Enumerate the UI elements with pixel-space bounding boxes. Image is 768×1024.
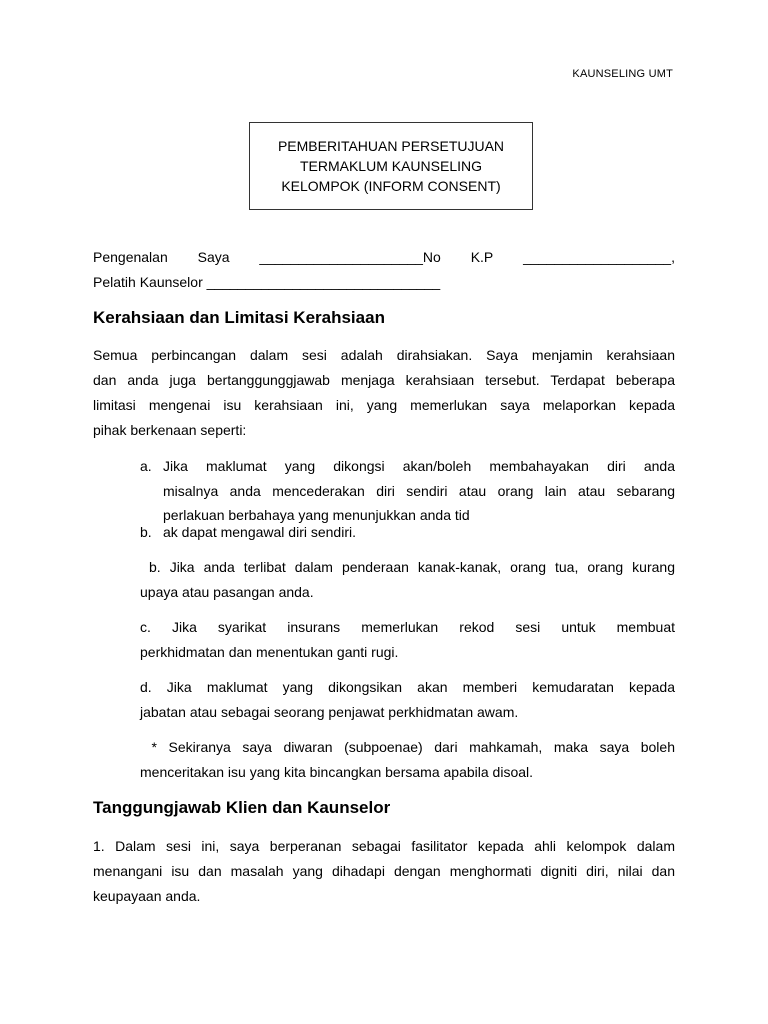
section-heading: Tanggungjawab Klien dan Kaunselor (93, 798, 391, 817)
list-item-line: Jika maklumat yang dikongsi akan/boleh membahayakan diri anda (163, 458, 675, 474)
paragraph-line: pihak berkenaan seperti: (93, 422, 247, 438)
intro-word: Pengenalan (93, 249, 168, 265)
title-line-2: TERMAKLUM KAUNSELING (299, 158, 483, 174)
list-item-line: perlakuan berbahaya yang menunjukkan anda tid (163, 507, 470, 523)
paragraph-line: menangani isu dan masalah yang dihadapi dengan menghormati digniti diri, nilai dan (93, 863, 675, 879)
title-box (249, 122, 533, 210)
list-item-line: b. Jika anda terlibat dalam penderaan kanak-kanak, orang tua, orang kurang (140, 559, 675, 575)
list-item-line: c. Jika syarikat insurans memerlukan rekod sesi untuk membuat (140, 619, 675, 635)
list-item-line: upaya atau pasangan anda. (140, 584, 314, 600)
paragraph-line: dan anda juga bertanggunggjawab menjaga kerahsiaan tersebut. Terdapat beberapa (93, 372, 675, 388)
list-marker: b. (140, 524, 152, 540)
intro-word: Saya (197, 249, 230, 265)
intro-word: K.P (470, 249, 494, 265)
paragraph-line: 1. Dalam sesi ini, saya berperanan sebagai fasilitator kepada ahli kelompok dalam (93, 838, 675, 854)
title-line-1: PEMBERITAHUAN PERSETUJUAN (277, 138, 505, 154)
title-line-3: KELOMPOK (INFORM CONSENT) (281, 178, 501, 194)
list-item-line: jabatan atau sebagai seorang penjawat perkhidmatan awam. (140, 704, 519, 720)
intro-line-1 (93, 245, 675, 270)
name-blank: _____________________No (259, 249, 441, 265)
paragraph-line: Semua perbincangan dalam sesi adalah dirahsiakan. Saya menjamin kerahsiaan (93, 347, 675, 363)
list-marker: a. (140, 458, 152, 474)
section-heading: Kerahsiaan dan Limitasi Kerahsiaan (93, 308, 385, 327)
ic-blank: ___________________, (523, 249, 675, 265)
note-line: menceritakan isu yang kita bincangkan bersama apabila disoal. (140, 764, 534, 780)
note-line: * Sekiranya saya diwaran (subpoenae) dari mahkamah, maka saya boleh (140, 739, 675, 755)
header-org: KAUNSELING UMT (572, 68, 673, 80)
list-item-line: perkhidmatan dan menentukan ganti rugi. (140, 644, 399, 660)
paragraph-line: limitasi mengenai isu kerahsiaan ini, yang memerlukan saya melaporkan kepada (93, 397, 675, 413)
list-item-line: misalnya anda mencederakan diri sendiri atau orang lain atau sebarang (163, 483, 675, 499)
list-item-line: ak dapat mengawal diri sendiri. (163, 524, 356, 540)
trainee-counsellor-line: Pelatih Kaunselor ______________________________ (93, 274, 441, 290)
list-item-line: d. Jika maklumat yang dikongsikan akan memberi kemudaratan kepada (140, 679, 675, 695)
paragraph-line: keupayaan anda. (93, 888, 201, 904)
